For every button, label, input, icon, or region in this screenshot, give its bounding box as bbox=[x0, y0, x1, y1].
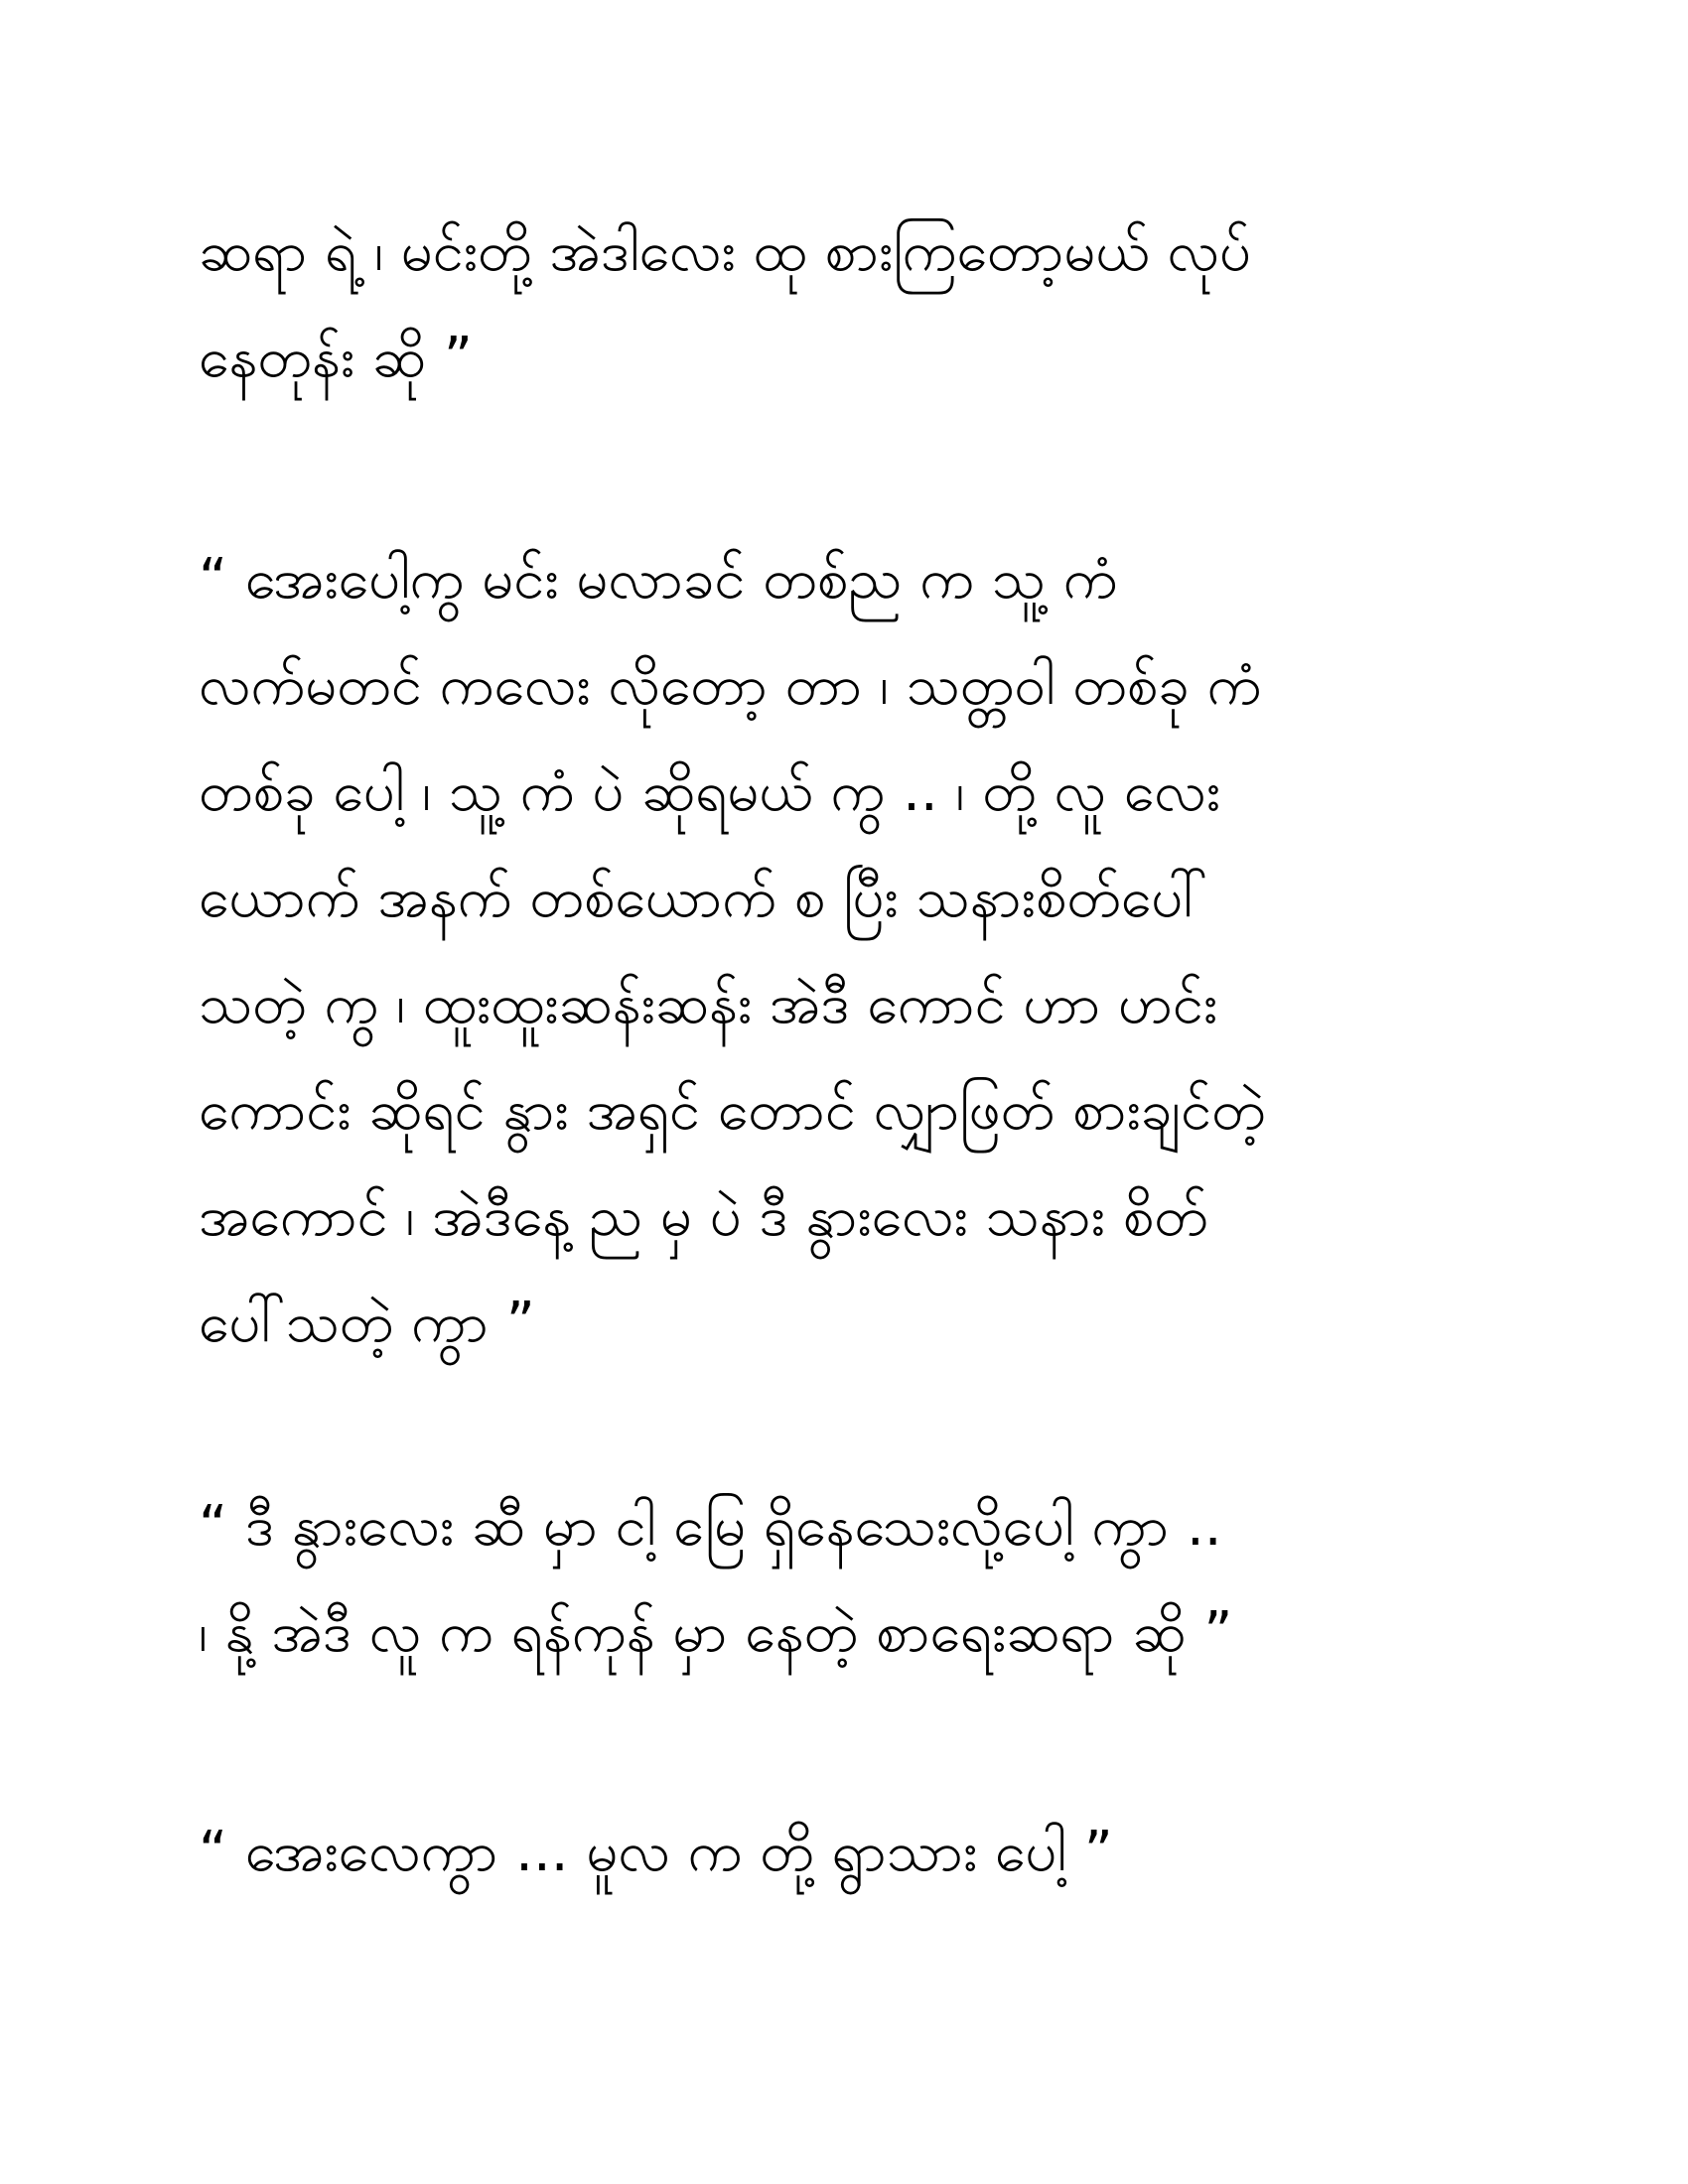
text-line: လက်မတင် ကလေး လိုတော့ တာ ၊ သတ္တဝါ တစ်ခု ကံ bbox=[199, 653, 1262, 718]
text-line: နေတုန်း ဆို ” bbox=[199, 326, 473, 390]
text-line: ယောက် အနက် တစ်ယောက် စ ပြီး သနားစိတ်ပေါ် bbox=[199, 866, 1208, 930]
paragraph-1 bbox=[199, 199, 1479, 411]
text-line: ၊ နို့ အဲဒီ လူ က ရန်ကုန် မှာ နေတဲ့ စာရေးဆရာ ဆို ” bbox=[199, 1600, 1233, 1665]
paragraph-4 bbox=[199, 1799, 1479, 1905]
text-line: တစ်ခု ပေါ့ ၊ သူ့ ကံ ပဲ ဆိုရမယ် ကွ .. ၊ တို့ လူ လေး bbox=[199, 759, 1220, 824]
text-line: “ အေးလေကွာ ... မူလ က တို့ ရွာသား ပေါ့ ” bbox=[199, 1820, 1113, 1884]
text-line: “ ဒီ နွားလေး ဆီ မှာ ငါ့ မြေ ရှိနေသေးလို့ပေါ့ ကွာ .. bbox=[199, 1494, 1222, 1559]
paragraph-3 bbox=[199, 1473, 1479, 1686]
text-line: အကောင် ၊ အဲဒီနေ့ ည မှ ပဲ ဒီ နွားလေး သနား စိတ် bbox=[199, 1184, 1208, 1249]
text-line: သတဲ့ ကွ ၊ ထူးထူးဆန်းဆန်း အဲဒီ ကောင် ဟာ ဟင်း bbox=[199, 972, 1218, 1036]
text-line: ပေါ်သတဲ့ ကွာ ” bbox=[199, 1291, 535, 1355]
text-line: ကောင်း ဆိုရင် နွား အရှင် တောင် လျှာဖြတ် စားချင်တဲ့ bbox=[199, 1078, 1266, 1143]
text-line: ဆရာ ရဲ့ ၊ မင်းတို့ အဲဒါလေး ထု စားကြတော့မယ် လုပ် bbox=[199, 219, 1251, 284]
paragraph-2 bbox=[199, 526, 1479, 1376]
text-line: “ အေးပေါ့ကွ မင်း မလာခင် တစ်ည က သူ့ ကံ bbox=[199, 547, 1118, 612]
